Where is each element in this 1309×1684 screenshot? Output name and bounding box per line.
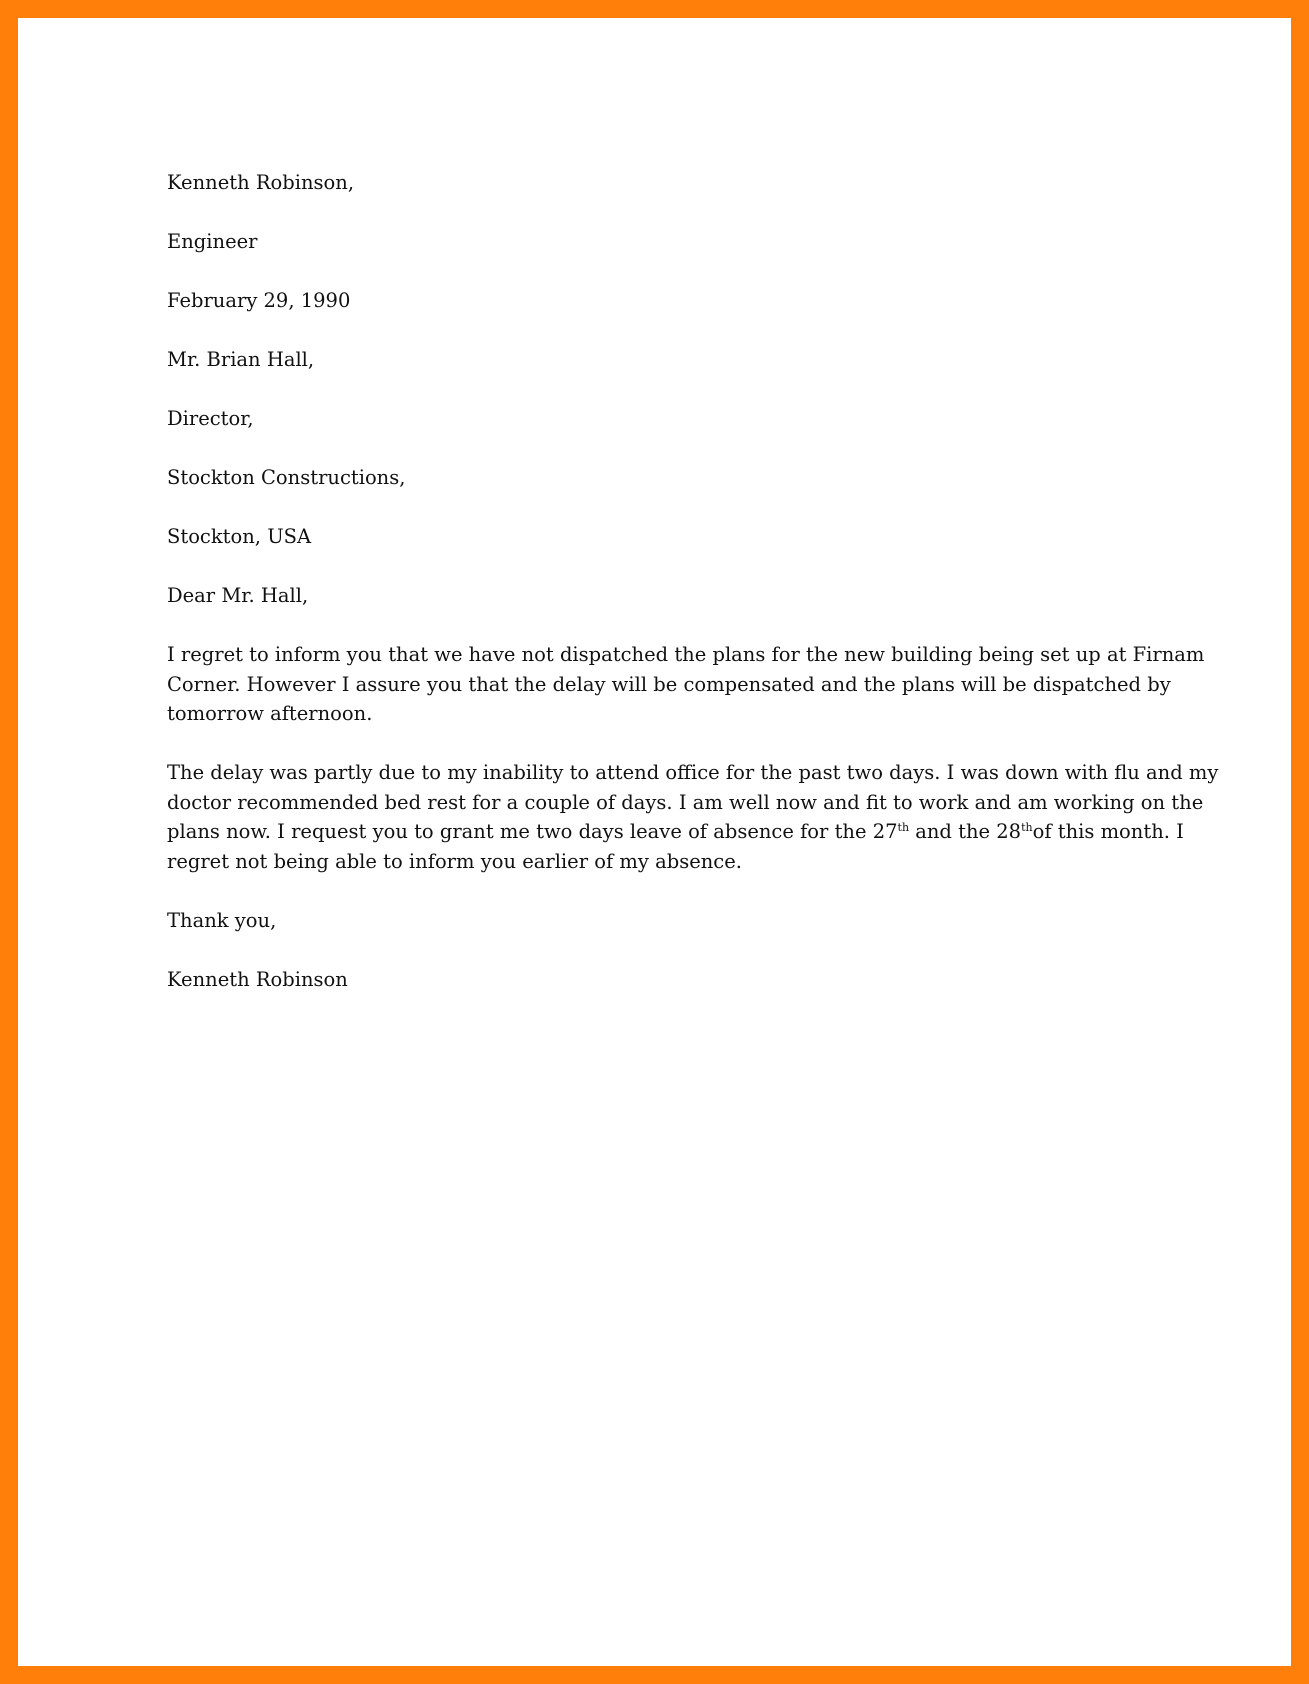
ordinal-suffix: th xyxy=(897,821,910,834)
paragraph-2 xyxy=(167,758,1219,876)
paragraph-2-line: The delay was partly due to my inability to attend office for the past two days. I was down with flu and my xyxy=(167,761,1219,784)
signature: Kenneth Robinson xyxy=(167,967,348,991)
paragraph-2-line: regret not being able to inform you earlier of my absence. xyxy=(167,849,742,873)
paragraph-2-line xyxy=(167,817,1184,847)
paragraph-1-line: I regret to inform you that we have not dispatched the plans for the new building being set up at Firnam xyxy=(167,643,1205,666)
recipient-company: Stockton Constructions, xyxy=(167,466,406,489)
text-segment: of this month. I xyxy=(1032,820,1184,843)
recipient-location: Stockton, USA xyxy=(167,525,312,548)
letter-page xyxy=(18,18,1291,1666)
salutation: Dear Mr. Hall, xyxy=(167,584,309,607)
paragraph-1-line: Corner. However I assure you that the delay will be compensated and the plans will be dispatched by xyxy=(167,672,1171,696)
paragraph-1 xyxy=(167,640,1205,729)
sender-title: Engineer xyxy=(167,230,258,253)
text-segment: and the 28 xyxy=(909,820,1022,843)
recipient-name: Mr. Brian Hall, xyxy=(167,348,315,371)
letter-date: February 29, 1990 xyxy=(167,289,351,312)
sender-name: Kenneth Robinson, xyxy=(167,171,355,194)
ordinal-suffix: th xyxy=(1021,821,1033,834)
paragraph-2-line: doctor recommended bed rest for a couple of days. I am well now and fit to work and am working on the xyxy=(167,790,1204,814)
letter-body xyxy=(167,168,1219,1024)
closing: Thank you, xyxy=(167,908,277,932)
text-segment: plans now. I request you to grant me two days leave of absence for the 27 xyxy=(167,820,898,843)
paragraph-1-line: tomorrow afternoon. xyxy=(167,702,373,725)
recipient-title: Director, xyxy=(167,407,254,430)
